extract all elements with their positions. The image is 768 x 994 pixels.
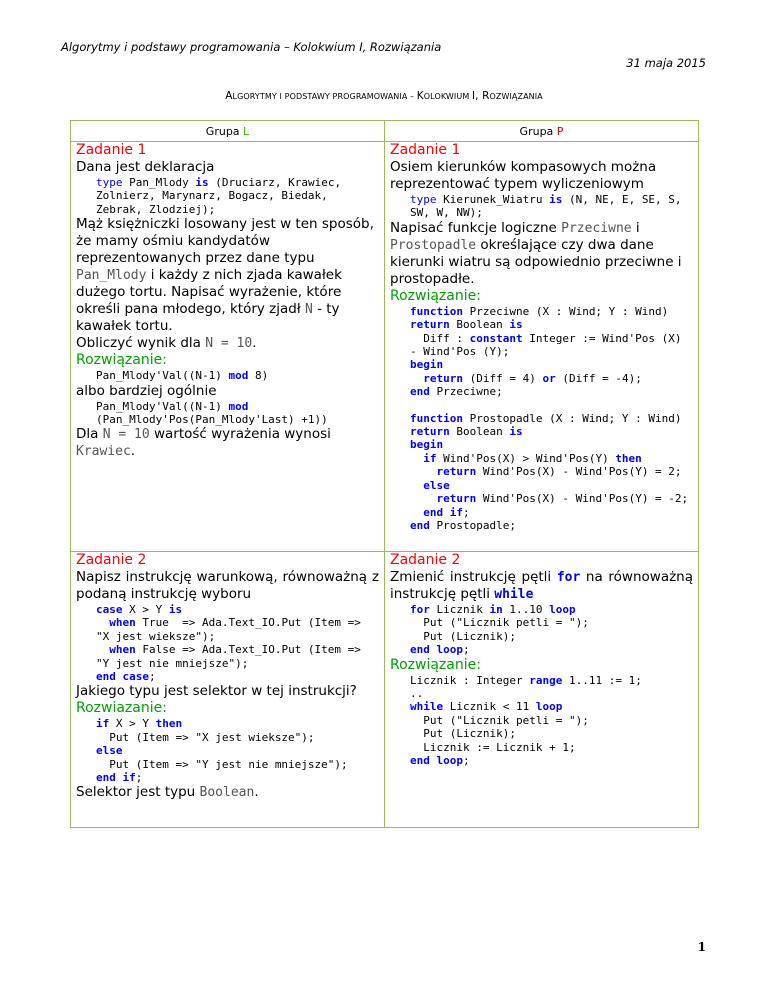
while-loop-code: Licznik : Integer range 1..11 := 1; .. while Licznik < 11 loop Put ("Licznik petli = "); Put (Licznik); Licznik := Licznik + 1; end loop; <box>410 673 642 768</box>
if-statement-code: if X > Y then Put (Item => "X jest wieksze"); else Put (Item => "Y jest nie mniejsze"); end if; <box>96 717 348 785</box>
function-prostopadle-code: function Prostopadle (X : Wind; Y : Wind) return Boolean is begin if Wind'Pos(X) > Wind'Pos(Y) then return Wind'Pos(X) - Wind'Pos(Y) = 2; else return Wind'Pos(X) - Wind'Pos(Y) = -2; end if; end Prostopadle; <box>410 411 689 532</box>
running-header-title: Algorytmy i podstawy programowania – Kolokwium I, Rozwiązania <box>61 40 442 54</box>
task-1-group-p <box>385 142 699 552</box>
task-intro: Zmienić instrukcję pętli for na równoważną instrukcję pętli while <box>390 569 694 602</box>
function-przeciwne-code: function Przeciwne (X : Wind; Y : Wind) return Boolean is Diff : constant Integer := Wind'Pos (X) - Wind'Pos (Y); begin return (Diff = 4) or (Diff = -4); end Przeciwne; <box>410 304 689 399</box>
type-declaration-code: type Pan_Mlody is (Druciarz, Krawiec, Zolnierz, Marynarz, Bogacz, Biedak, Zebrak, Zlodziej); <box>96 176 348 216</box>
task-intro: Osiem kierunków kompasowych można reprezentować typem wyliczeniowym <box>390 159 657 192</box>
answer-text: Selektor jest typu Boolean. <box>76 784 259 801</box>
solution-heading: Rozwiązanie: <box>390 287 481 304</box>
task-description: Mąż księżniczki losowany jest w ten sposób, że mamy ośmiu kandydatów reprezentowanych przez dane typu Pan_Mlody i każdy z nich zjada kawałek dużego tortu. Napisać wyrażenie, które określi pana młodego, który zjadł N - ty kawałek tortu. <box>76 216 374 335</box>
solution-heading: Rozwiazanie: <box>76 700 167 717</box>
case-statement-code: case X > Y is when True => Ada.Text_IO.Put (Item => "X jest wieksze"); when False => Ada.Text_IO.Put (Item => "Y jest nie mniejsze"); end case; <box>96 603 368 684</box>
solution-heading: Rozwiązanie: <box>390 656 481 673</box>
alternative-label: albo bardziej ogólnie <box>76 382 217 399</box>
solution-code-2: Pan_Mlody'Val((N-1) mod (Pan_Mlody'Pos(Pan_Mlody'Last) +1)) <box>96 399 328 427</box>
task-2-group-p <box>385 552 699 828</box>
tasks-table <box>70 120 699 828</box>
task-heading: Zadanie 1 <box>76 142 147 158</box>
page-number: 1 <box>697 940 706 954</box>
type-declaration-code: type Kierunek_Wiatru is (N, NE, E, SE, S, SW, W, NW); <box>410 193 689 220</box>
result-text: Dla N = 10 wartość wyrażenia wynosi Krawiec. <box>76 426 331 460</box>
solution-code-1: Pan_Mlody'Val((N-1) mod 8) <box>96 369 269 383</box>
task-question: Obliczyć wynik dla N = 10. <box>76 335 257 352</box>
column-header-group-l: Grupa L <box>71 121 385 142</box>
running-header-date: 31 maja 2015 <box>626 56 706 70</box>
task-heading: Zadanie 1 <box>390 142 461 158</box>
column-header-group-p: Grupa P <box>385 121 699 142</box>
task-intro: Dana jest deklaracja <box>76 159 215 175</box>
task-description: Napisać funkcje logiczne Przeciwne i Prostopadle określające czy dwa dane kierunki wiatru są odpowiednio przeciwne i prostopadłe. <box>390 219 682 287</box>
task-question: Jakiego typu jest selektor w tej instrukcji? <box>76 683 357 700</box>
task-2-group-l <box>71 552 385 828</box>
document-title: ALGORYTMY I PODSTAWY PROGRAMOWANIA – KOLOKWIUM I, ROZWIĄZANIA <box>225 90 543 102</box>
solution-heading: Rozwiązanie: <box>76 352 167 369</box>
task-1-group-l <box>71 142 385 552</box>
task-intro: Napisz instrukcję warunkową, równoważną z podaną instrukcję wyboru <box>76 569 379 602</box>
for-loop-code: for Licznik in 1..10 loop Put ("Licznik petli = "); Put (Licznik); end loop; <box>410 603 589 657</box>
task-heading: Zadanie 2 <box>76 552 147 568</box>
task-heading: Zadanie 2 <box>390 552 461 568</box>
